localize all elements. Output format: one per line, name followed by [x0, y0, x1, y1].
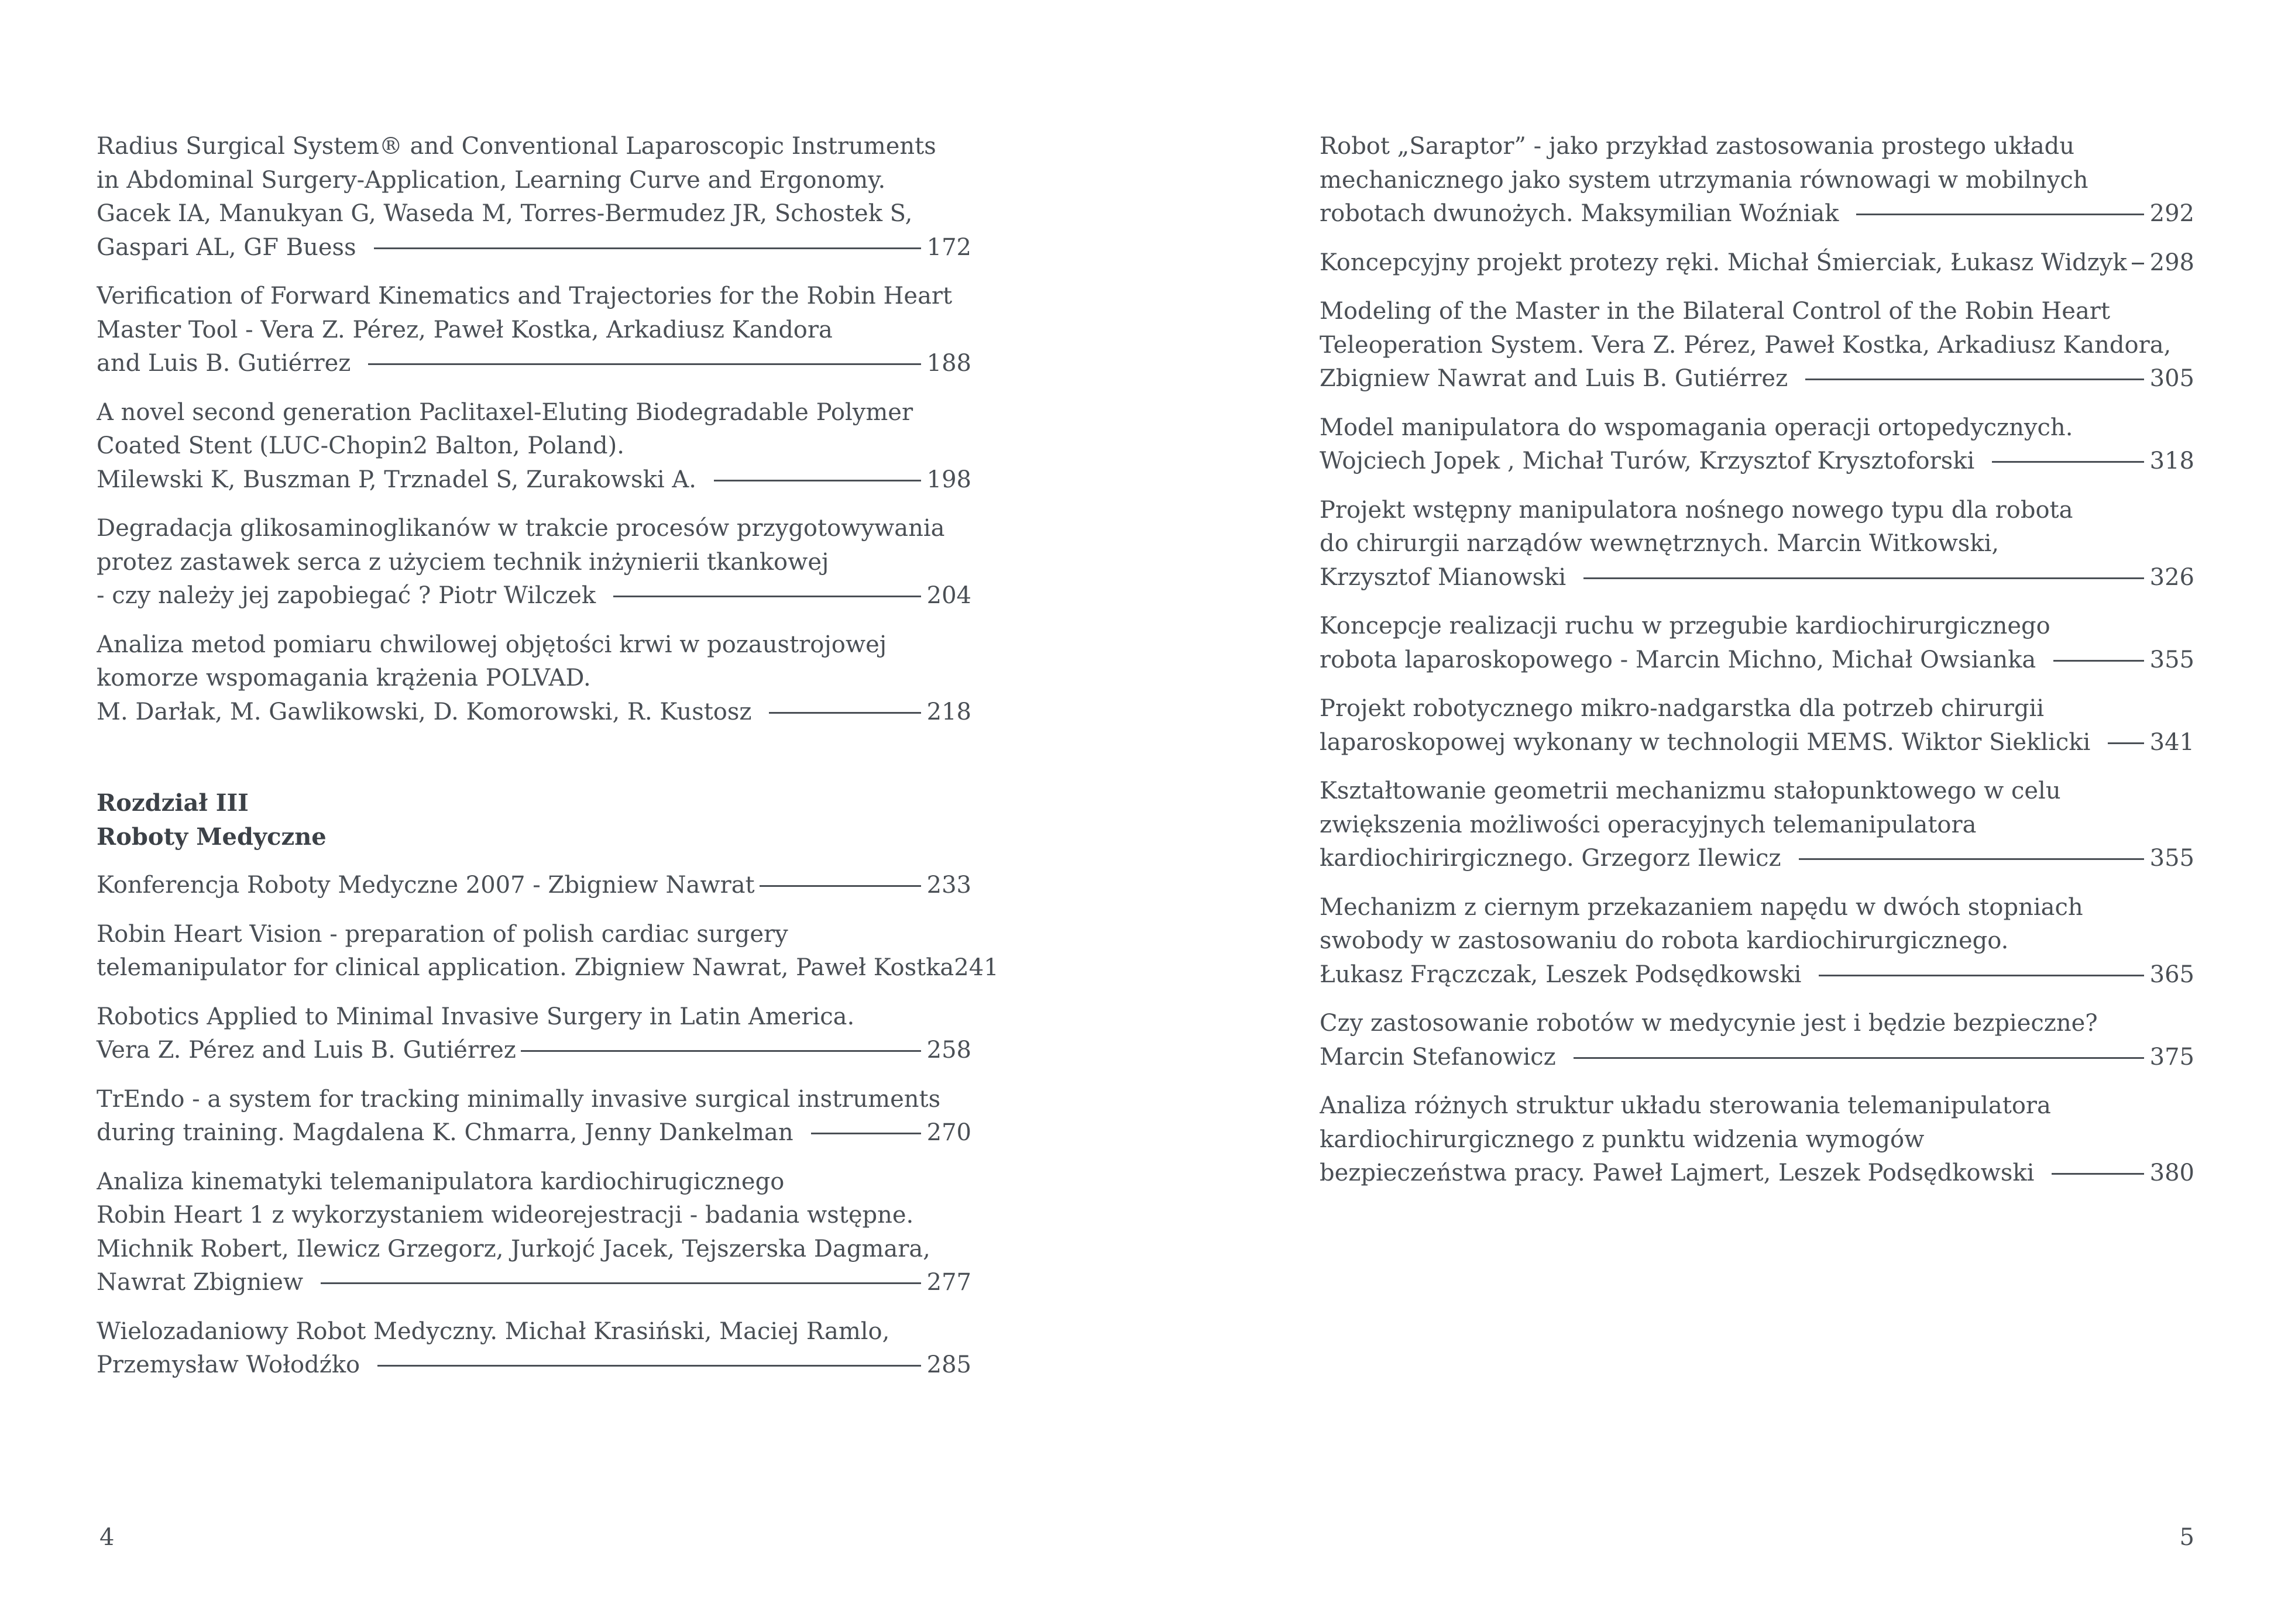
entry-last-line	[1320, 842, 2194, 876]
entry-last-line	[97, 696, 971, 730]
entry-last-line	[1320, 246, 2194, 280]
entry-line: Coated Stent (LUC-Chopin2 Balton, Poland).	[97, 432, 624, 459]
toc-list-top	[97, 130, 971, 729]
page-number: 277	[926, 1269, 971, 1296]
leader-line	[613, 596, 920, 597]
entry-text: laparoskopowej wykonany w technologii MEMS. Wiktor Sieklicki	[1320, 728, 2091, 756]
toc-entry[interactable]	[97, 1315, 971, 1382]
toc-entry[interactable]	[1320, 775, 2194, 876]
entry-last-line	[1320, 197, 2194, 231]
leader-line	[2053, 660, 2143, 662]
entry-line: TrEndo - a system for tracking minimally invasive surgical instruments	[97, 1085, 941, 1113]
toc-entry[interactable]	[1320, 1089, 2194, 1191]
entry-text: Zbigniew Nawrat and Luis B. Gutiérrez	[1320, 365, 1788, 392]
toc-entry[interactable]	[97, 918, 999, 985]
toc-entry[interactable]	[97, 628, 971, 730]
entry-last-line	[97, 951, 999, 985]
chapter-label: Rozdział III	[97, 789, 249, 817]
page-number: 258	[926, 1037, 971, 1064]
entry-text: Konferencja Roboty Medyczne 2007 - Zbigniew Nawrat	[97, 872, 755, 899]
entry-text: robotach dwunożych. Maksymilian Woźniak	[1320, 200, 1839, 227]
entry-line: Robot „Saraptor” - jako przykład zastosowania prostego układu	[1320, 133, 2075, 160]
entry-text: - czy należy jej zapobiegać ? Piotr Wilczek	[97, 582, 596, 609]
page-number: 204	[926, 582, 971, 609]
toc-entry[interactable]	[1320, 610, 2194, 677]
toc-entry[interactable]	[1320, 494, 2194, 595]
leader-line	[377, 1365, 921, 1367]
toc-entry[interactable]	[1320, 1007, 2194, 1074]
page-number: 355	[2149, 646, 2194, 673]
leader-line	[1992, 461, 2143, 463]
entry-line: Czy zastosowanie robotów w medycynie jest i będzie bezpieczne?	[1320, 1010, 2098, 1037]
leader-line	[1805, 379, 2143, 380]
entry-last-line	[97, 1116, 971, 1150]
entry-text: Wojciech Jopek , Michał Turów, Krzysztof Krysztoforski	[1320, 448, 1975, 474]
leader-line	[714, 480, 921, 481]
toc-entry[interactable]	[1320, 891, 2194, 992]
entry-text: Marcin Stefanowicz	[1320, 1043, 1556, 1071]
entry-line: mechanicznego jako system utrzymania równowagi w mobilnych	[1320, 166, 2088, 194]
leader-line	[374, 247, 921, 249]
entry-text: Przemysław Wołodźko	[97, 1351, 360, 1378]
toc-entry[interactable]	[1320, 246, 2194, 280]
entry-line: Verification of Forward Kinematics and Trajectories for the Robin Heart	[97, 283, 953, 309]
leader-line	[2132, 263, 2144, 264]
leader-line	[811, 1133, 921, 1134]
page-number-left: 4	[99, 1524, 115, 1551]
entry-line: Analiza różnych struktur układu sterowania telemanipulatora	[1320, 1092, 2051, 1119]
entry-last-line	[97, 1348, 971, 1382]
entry-line: Teleoperation System. Vera Z. Pérez, Paweł Kostka, Arkadiusz Kandora,	[1320, 331, 2172, 359]
entry-line: Robin Heart Vision - preparation of polish cardiac surgery	[97, 920, 788, 948]
toc-entry[interactable]	[97, 1165, 971, 1300]
entry-line: Model manipulatora do wspomagania operacji ortopedycznych.	[1320, 414, 2073, 441]
toc-entry[interactable]	[97, 280, 971, 381]
chapter-heading	[97, 786, 971, 854]
entry-line: Degradacja glikosaminoglikanów w trakcie procesów przygotowywania	[97, 515, 945, 542]
page-number: 270	[926, 1119, 971, 1146]
right-page-column	[1320, 130, 2194, 1206]
toc-entry[interactable]	[1320, 692, 2194, 759]
leader-line	[769, 712, 920, 714]
entry-last-line	[97, 231, 971, 265]
entry-last-line	[1320, 644, 2194, 677]
leader-line	[2052, 1173, 2143, 1175]
entry-last-line	[97, 1266, 971, 1300]
entry-line: Projekt robotycznego mikro-nadgarstka dla potrzeb chirurgii	[1320, 695, 2045, 722]
entry-text: Vera Z. Pérez and Luis B. Gutiérrez	[97, 1037, 516, 1064]
left-page-column	[97, 130, 999, 1398]
entry-last-line	[1320, 561, 2194, 595]
leader-line	[1574, 1057, 2144, 1059]
toc-list-chapter	[97, 869, 999, 1382]
toc-entry[interactable]	[97, 396, 971, 497]
page-number: 305	[2149, 365, 2194, 392]
leader-line	[760, 885, 921, 887]
entry-line: Michnik Robert, Ilewicz Grzegorz, Jurkojć Jacek, Tejszerska Dagmara,	[97, 1235, 930, 1262]
entry-line: Kształtowanie geometrii mechanizmu stałopunktowego w celu	[1320, 777, 2061, 804]
entry-line: Robin Heart 1 z wykorzystaniem wideorejestracji - badania wstępne.	[97, 1202, 914, 1229]
entry-line: A novel second generation Paclitaxel-Eluting Biodegradable Polymer	[97, 398, 913, 426]
entry-text: Gaspari AL, GF Buess	[97, 233, 356, 261]
chapter-title: Roboty Medyczne	[97, 823, 327, 851]
page-number: 375	[2149, 1043, 2194, 1071]
entry-line: Robotics Applied to Minimal Invasive Surgery in Latin America.	[97, 1003, 855, 1030]
page-number: 318	[2149, 448, 2194, 474]
leader-line	[1799, 858, 2144, 860]
entry-text: during training. Magdalena K. Chmarra, Jenny Dankelman	[97, 1119, 793, 1146]
entry-line: in Abdominal Surgery-Application, Learning Curve and Ergonomy.	[97, 166, 886, 194]
entry-text: telemanipulator for clinical application. Zbigniew Nawrat, Paweł Kostka	[97, 954, 954, 981]
page-number: 198	[926, 466, 971, 493]
leader-line	[521, 1050, 921, 1052]
entry-text: Łukasz Frączczak, Leszek Podsędkowski	[1320, 961, 1802, 988]
leader-line	[1583, 577, 2143, 579]
toc-entry[interactable]	[97, 512, 971, 613]
page-number: 355	[2149, 845, 2194, 872]
entry-last-line	[1320, 1041, 2194, 1075]
entry-text: Krzysztof Mianowski	[1320, 563, 1567, 591]
leader-line	[2108, 742, 2143, 744]
page-number: 172	[926, 233, 971, 261]
page-number: 292	[2149, 200, 2194, 227]
page-number: 380	[2149, 1159, 2194, 1186]
entry-text: and Luis B. Gutiérrez	[97, 350, 351, 377]
entry-last-line	[97, 579, 971, 613]
entry-last-line	[1320, 726, 2194, 760]
page-number-right: 5	[2179, 1524, 2194, 1551]
page-number: 298	[2149, 249, 2194, 276]
toc-entry[interactable]	[97, 1083, 971, 1150]
leader-line	[368, 363, 920, 365]
toc-entry[interactable]	[1320, 411, 2194, 479]
entry-last-line	[97, 869, 971, 903]
entry-line: do chirurgii narządów wewnętrznych. Marcin Witkowski,	[1320, 530, 2000, 557]
entry-last-line	[1320, 1157, 2194, 1191]
entry-line: zwiększenia możliwości operacyjnych telemanipulatora	[1320, 811, 1977, 838]
entry-text: kardiochirirgicznego. Grzegorz Ilewicz	[1320, 845, 1781, 872]
entry-line: kardiochirurgicznego z punktu widzenia wymogów	[1320, 1126, 1925, 1153]
entry-text: Koncepcyjny projekt protezy ręki. Michał Śmierciak, Łukasz Widzyk	[1320, 249, 2127, 276]
leader-line	[1819, 975, 2143, 976]
entry-line: Master Tool - Vera Z. Pérez, Paweł Kostka, Arkadiusz Kandora	[97, 316, 833, 343]
entry-line: protez zastawek serca z użyciem technik inżynierii tkankowej	[97, 548, 829, 576]
entry-last-line	[97, 463, 971, 497]
page-number: 188	[926, 350, 971, 377]
page-number: 218	[926, 698, 971, 725]
toc-entry[interactable]	[1320, 130, 2194, 231]
page-number: 285	[926, 1351, 971, 1378]
entry-line: Analiza metod pomiaru chwilowej objętości krwi w pozaustrojowej	[97, 631, 887, 658]
entry-text: Nawrat Zbigniew	[97, 1269, 304, 1296]
entry-line: Projekt wstępny manipulatora nośnego nowego typu dla robota	[1320, 496, 2073, 524]
entry-line: Wielozadaniowy Robot Medyczny. Michał Krasiński, Maciej Ramlo,	[97, 1317, 890, 1345]
entry-last-line	[97, 1034, 971, 1068]
entry-line: Koncepcje realizacji ruchu w przegubie kardiochirurgicznego	[1320, 613, 2050, 639]
page-number: 241	[954, 954, 999, 981]
toc-entry[interactable]	[97, 130, 971, 264]
entry-text: M. Darłak, M. Gawlikowski, D. Komorowski, R. Kustosz	[97, 698, 752, 725]
entry-last-line	[1320, 362, 2194, 396]
toc-entry[interactable]	[97, 869, 971, 903]
entry-text: robota laparoskopowego - Marcin Michno, Michał Owsianka	[1320, 646, 2036, 673]
page-number: 365	[2149, 961, 2194, 988]
entry-line: Modeling of the Master in the Bilateral Control of the Robin Heart	[1320, 298, 2110, 325]
toc-entry[interactable]	[97, 1000, 971, 1068]
toc-list-right	[1320, 130, 2194, 1191]
entry-line: Radius Surgical System® and Conventional Laparoscopic Instruments	[97, 133, 936, 160]
entry-line: Gacek IA, Manukyan G, Waseda M, Torres-Bermudez JR, Schostek S,	[97, 200, 913, 227]
leader-line	[321, 1282, 921, 1284]
toc-entry[interactable]	[1320, 295, 2194, 396]
entry-last-line	[1320, 958, 2194, 992]
entry-last-line	[97, 347, 971, 381]
leader-line	[1856, 214, 2143, 215]
entry-line: Mechanizm z ciernym przekazaniem napędu w dwóch stopniach	[1320, 893, 2083, 921]
page-number: 341	[2149, 728, 2194, 756]
entry-last-line	[1320, 445, 2194, 479]
page-number: 326	[2149, 563, 2194, 591]
entry-text: Milewski K, Buszman P, Trznadel S, Zurakowski A.	[97, 466, 696, 493]
entry-line: Analiza kinematyki telemanipulatora kardiochirugicznego	[97, 1168, 785, 1195]
entry-line: komorze wspomagania krążenia POLVAD.	[97, 665, 591, 691]
page-number: 233	[926, 872, 971, 899]
entry-text: bezpieczeństwa pracy. Paweł Lajmert, Leszek Podsędkowski	[1320, 1159, 2035, 1186]
entry-line: swobody w zastosowaniu do robota kardiochirurgicznego.	[1320, 927, 2009, 954]
